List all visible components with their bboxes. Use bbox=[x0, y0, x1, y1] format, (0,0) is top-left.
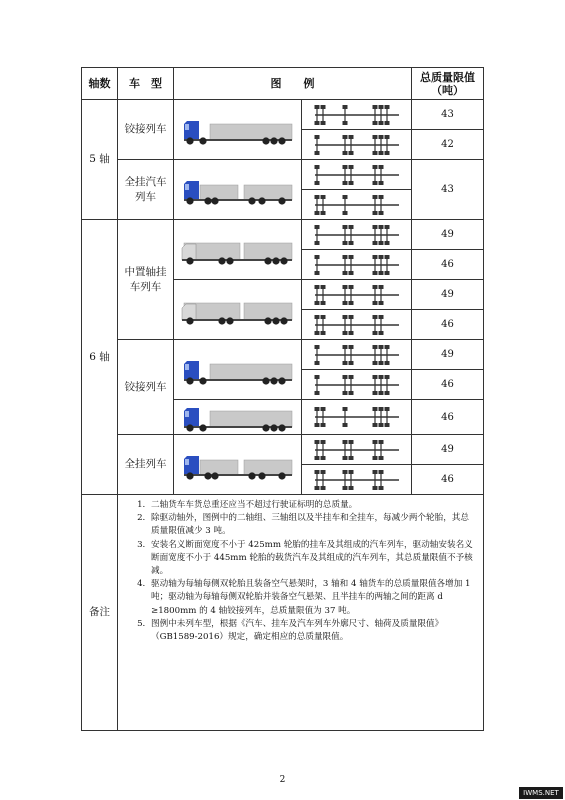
axle-count-cell: 5 轴 bbox=[82, 100, 118, 220]
mass-limit-cell: 49 bbox=[412, 340, 484, 370]
wheel-icon bbox=[278, 472, 285, 479]
mass-limit-table bbox=[81, 67, 484, 731]
mass-limit-cell: 42 bbox=[412, 130, 484, 160]
cargo-box bbox=[210, 364, 292, 380]
wheel-icon bbox=[270, 377, 277, 384]
table-row bbox=[82, 160, 484, 190]
axle-diagram bbox=[309, 104, 405, 126]
wheel-icon bbox=[199, 424, 206, 431]
truck-illustration bbox=[180, 233, 296, 267]
mass-limit-cell: 43 bbox=[412, 100, 484, 130]
truck-image-cell bbox=[174, 340, 302, 400]
truck-illustration bbox=[180, 173, 296, 207]
axle-diagram-cell bbox=[302, 465, 412, 495]
notes-content bbox=[118, 495, 484, 731]
wheel-icon bbox=[272, 317, 279, 324]
wheel-icon bbox=[264, 257, 271, 264]
header-axles: 轴数 bbox=[82, 68, 118, 100]
axle-diagram-cell bbox=[302, 190, 412, 220]
vehicle-type-cell: 铰接列车 bbox=[118, 340, 174, 435]
watermark-logo: IWMS.NET bbox=[519, 787, 563, 799]
note-item: 4. 驱动轴为每轴每侧双轮胎且装备空气悬架时，3 轴和 4 轴货车的总质量限值各增加 1 吨；驱动轴为每轴每侧双轮胎并装备空气悬架、且半挂车的两轴之间的距离 d ≥1800mm 的 4 轴铰接列车，总质量限值为 37 吨。 bbox=[148, 578, 475, 618]
axle-diagram-cell bbox=[302, 280, 412, 310]
wheel-icon bbox=[186, 257, 193, 264]
truck-illustration bbox=[180, 113, 296, 147]
axle-diagram-cell bbox=[302, 310, 412, 340]
cargo-box bbox=[210, 124, 292, 140]
wheel-icon bbox=[199, 377, 206, 384]
table-row bbox=[82, 435, 484, 465]
wheel-icon bbox=[258, 472, 265, 479]
axle-diagram bbox=[309, 194, 405, 216]
wheel-icon bbox=[270, 424, 277, 431]
axle-count-cell: 6 轴 bbox=[82, 220, 118, 495]
wheel-icon bbox=[262, 424, 269, 431]
wheel-icon bbox=[211, 472, 218, 479]
wheel-icon bbox=[218, 317, 225, 324]
truck-illustration bbox=[180, 353, 296, 387]
axle-diagram bbox=[309, 284, 405, 306]
truck-illustration bbox=[180, 400, 296, 434]
wheel-icon bbox=[186, 472, 193, 479]
header-limit: 总质量限值（吨） bbox=[412, 68, 484, 100]
truck-image-cell bbox=[174, 100, 302, 160]
wheel-icon bbox=[186, 377, 193, 384]
wheel-icon bbox=[226, 257, 233, 264]
wheel-icon bbox=[278, 137, 285, 144]
wheel-icon bbox=[186, 137, 193, 144]
mass-limit-cell: 49 bbox=[412, 220, 484, 250]
cargo-box bbox=[200, 460, 238, 475]
wheel-icon bbox=[264, 317, 271, 324]
axle-diagram bbox=[309, 439, 405, 461]
wheel-icon bbox=[186, 197, 193, 204]
axle-diagram bbox=[309, 134, 405, 156]
wheel-icon bbox=[262, 377, 269, 384]
mass-limit-cell: 46 bbox=[412, 370, 484, 400]
axle-diagram bbox=[309, 469, 405, 491]
vehicle-type-cell: 全挂列车 bbox=[118, 435, 174, 495]
table-row bbox=[82, 100, 484, 130]
mass-limit-cell: 46 bbox=[412, 400, 484, 435]
vehicle-type-cell: 全挂汽车列车 bbox=[118, 160, 174, 220]
truck-image-cell bbox=[174, 220, 302, 280]
wheel-icon bbox=[278, 424, 285, 431]
wheel-icon bbox=[204, 197, 211, 204]
axle-diagram-cell bbox=[302, 400, 412, 435]
mass-limit-cell: 46 bbox=[412, 250, 484, 280]
mass-limit-cell: 49 bbox=[412, 280, 484, 310]
axle-diagram-cell bbox=[302, 220, 412, 250]
vehicle-type-cell: 铰接列车 bbox=[118, 100, 174, 160]
wheel-icon bbox=[262, 137, 269, 144]
wheel-icon bbox=[248, 197, 255, 204]
wheel-icon bbox=[258, 197, 265, 204]
cab-icon bbox=[184, 361, 199, 380]
note-item: 1. 二轴货车车货总重还应当不超过行驶证标明的总质量。 bbox=[148, 499, 475, 512]
wheel-icon bbox=[278, 377, 285, 384]
truck-image-cell bbox=[174, 280, 302, 340]
axle-diagram bbox=[309, 374, 405, 396]
wheel-icon bbox=[280, 317, 287, 324]
table-row bbox=[82, 340, 484, 370]
note-item: 2. 除驱动轴外，图例中的二轴组、三轴组以及半挂车和全挂车，每减少两个轮胎，其总质量限值减少 3 吨。 bbox=[148, 512, 475, 538]
axle-diagram-cell bbox=[302, 160, 412, 190]
axle-diagram-cell bbox=[302, 435, 412, 465]
cab-icon bbox=[184, 181, 199, 200]
axle-diagram bbox=[309, 406, 405, 428]
truck-image-cell bbox=[174, 435, 302, 495]
wheel-icon bbox=[186, 424, 193, 431]
truck-illustration bbox=[180, 448, 296, 482]
wheel-icon bbox=[186, 317, 193, 324]
truck-image-cell bbox=[174, 400, 302, 435]
axle-diagram-cell bbox=[302, 370, 412, 400]
vehicle-type-cell: 中置轴挂车列车 bbox=[118, 220, 174, 340]
truck-illustration bbox=[180, 293, 296, 327]
cab-icon bbox=[184, 121, 199, 140]
wheel-icon bbox=[211, 197, 218, 204]
axle-diagram bbox=[309, 314, 405, 336]
axle-diagram-cell bbox=[302, 250, 412, 280]
page-number: 2 bbox=[279, 775, 286, 785]
mass-limit-cell: 43 bbox=[412, 160, 484, 220]
note-item: 3. 安装名义断面宽度不小于 425mm 轮胎的挂车及其组成的汽车列车，驱动轴安装名义断面宽度不小于 445mm 轮胎的载货汽车及其组成的汽车列车，其总质量限值不予核减。 bbox=[148, 539, 475, 579]
wheel-icon bbox=[226, 317, 233, 324]
axle-diagram-cell bbox=[302, 130, 412, 160]
axle-diagram bbox=[309, 224, 405, 246]
wheel-icon bbox=[280, 257, 287, 264]
notes-list bbox=[134, 499, 475, 644]
axle-diagram bbox=[309, 254, 405, 276]
mass-limit-cell: 46 bbox=[412, 465, 484, 495]
notes-label: 备注 bbox=[82, 495, 118, 731]
header-vehicle-type: 车 型 bbox=[118, 68, 174, 100]
axle-diagram bbox=[309, 164, 405, 186]
axle-diagram bbox=[309, 344, 405, 366]
truck-image-cell bbox=[174, 160, 302, 220]
mass-limit-cell: 46 bbox=[412, 310, 484, 340]
wheel-icon bbox=[278, 197, 285, 204]
mass-limit-cell: 49 bbox=[412, 435, 484, 465]
wheel-icon bbox=[272, 257, 279, 264]
axle-diagram-cell bbox=[302, 340, 412, 370]
wheel-icon bbox=[270, 137, 277, 144]
cab-icon bbox=[184, 456, 199, 475]
cab-icon bbox=[184, 408, 199, 427]
wheel-icon bbox=[218, 257, 225, 264]
cargo-box bbox=[200, 185, 238, 200]
table-row bbox=[82, 220, 484, 250]
header-diagram: 图 例 bbox=[174, 68, 412, 100]
wheel-icon bbox=[204, 472, 211, 479]
note-item: 5. 图例中未列车型，根据《汽车、挂车及汽车列车外廓尺寸、轴荷及质量限值》（GB1589-2016）规定，确定相应的总质量限值。 bbox=[148, 618, 475, 644]
wheel-icon bbox=[248, 472, 255, 479]
wheel-icon bbox=[199, 137, 206, 144]
axle-diagram-cell bbox=[302, 100, 412, 130]
cargo-box bbox=[210, 411, 292, 427]
notes-row bbox=[82, 495, 484, 731]
